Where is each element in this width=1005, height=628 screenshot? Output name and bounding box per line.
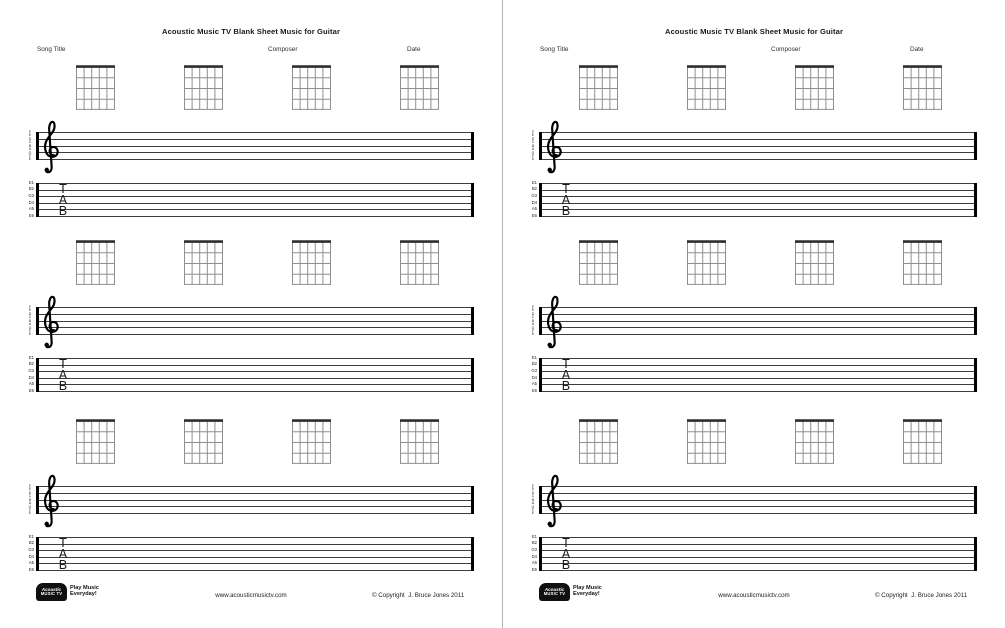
treble-staff bbox=[36, 486, 474, 514]
staff-line bbox=[39, 321, 471, 322]
staff-note-letter: E bbox=[28, 511, 32, 516]
tab-word-letter: A bbox=[58, 367, 68, 382]
tab-staff-line bbox=[39, 557, 471, 558]
composer-label: Composer bbox=[771, 46, 801, 53]
tab-string-label: E6 bbox=[531, 387, 537, 393]
staff-line bbox=[542, 146, 974, 147]
tab-word-letter: A bbox=[561, 192, 571, 207]
staff-line bbox=[39, 159, 471, 160]
staff-note-letter: B bbox=[28, 318, 32, 323]
staff-note-letter: E bbox=[531, 133, 535, 138]
staff-note-letter-column bbox=[26, 306, 34, 337]
tab-word-letter: A bbox=[58, 546, 68, 561]
tab-string-label: E1 bbox=[28, 354, 34, 360]
composer-label: Composer bbox=[268, 46, 298, 53]
tagline-line1: Play Music bbox=[573, 585, 602, 591]
tab-word-letter: B bbox=[58, 204, 68, 219]
tab-word bbox=[558, 181, 574, 219]
staff-note-letter: C bbox=[531, 494, 535, 499]
staff-note-letter: E bbox=[531, 487, 535, 492]
tab-string-label: E1 bbox=[531, 179, 537, 185]
tab-staff-line bbox=[542, 196, 974, 197]
staff-note-letter: D bbox=[28, 490, 32, 495]
staff-note-letter: C bbox=[28, 494, 32, 499]
website-url: www.acousticmusictv.com bbox=[215, 592, 287, 599]
tab-staff-line bbox=[542, 358, 974, 359]
tab-string-label: E6 bbox=[531, 212, 537, 218]
tab-staff bbox=[36, 537, 474, 571]
chord-grid bbox=[795, 240, 834, 285]
staff-note-letter: D bbox=[531, 136, 535, 141]
tab-staff-line bbox=[39, 203, 471, 204]
staff-note-letter-column bbox=[529, 131, 537, 162]
staff-note-letter: C bbox=[531, 140, 535, 145]
staff-note-letter: G bbox=[28, 150, 32, 155]
tab-string-label: E1 bbox=[28, 179, 34, 185]
tab-string-label: D4 bbox=[531, 553, 537, 559]
tagline-line2: Everyday! bbox=[70, 591, 97, 598]
chord-grid bbox=[903, 65, 942, 110]
staff-note-letter: D bbox=[531, 490, 535, 495]
staff-line bbox=[542, 159, 974, 160]
chord-grid bbox=[76, 240, 115, 285]
tab-staff bbox=[539, 537, 977, 571]
staff-note-letter: D bbox=[28, 311, 32, 316]
staff-line bbox=[542, 139, 974, 140]
staff-line bbox=[542, 513, 974, 514]
tab-word bbox=[558, 535, 574, 573]
tab-string-label: E6 bbox=[531, 566, 537, 572]
chord-grid bbox=[903, 419, 942, 464]
page-title: Acoustic Music TV Blank Sheet Music for Guitar bbox=[161, 27, 341, 36]
tab-word-letter: A bbox=[58, 192, 68, 207]
staff-line bbox=[39, 146, 471, 147]
staff-line bbox=[39, 152, 471, 153]
notation-system bbox=[0, 65, 502, 225]
chord-grid bbox=[795, 419, 834, 464]
staff-note-letter: E bbox=[531, 511, 535, 516]
chord-grid bbox=[184, 419, 223, 464]
tab-string-label: G3 bbox=[531, 546, 537, 552]
tab-word-letter: B bbox=[561, 379, 571, 394]
staff-note-letter: D bbox=[531, 311, 535, 316]
tab-string-label: B2 bbox=[28, 540, 34, 546]
staff-note-letter: E bbox=[531, 157, 535, 162]
tab-staff bbox=[36, 183, 474, 217]
staff-note-letter: F bbox=[531, 507, 535, 512]
staff-note-letter: D bbox=[28, 136, 32, 141]
staff-line bbox=[39, 513, 471, 514]
treble-clef-icon bbox=[543, 474, 564, 530]
sheet-page bbox=[0, 0, 502, 628]
tab-staff-line bbox=[542, 570, 974, 571]
tab-staff-line bbox=[39, 183, 471, 184]
treble-clef-icon bbox=[543, 120, 564, 176]
logo-text-top: Acoustic bbox=[41, 587, 62, 593]
tab-string-label: D4 bbox=[28, 374, 34, 380]
staff-note-letter: E bbox=[531, 308, 535, 313]
notation-system bbox=[503, 240, 1005, 400]
tab-word-letter: T bbox=[59, 535, 67, 550]
tab-staff-line bbox=[542, 550, 974, 551]
staff-note-letter: C bbox=[28, 315, 32, 320]
chord-grid bbox=[184, 240, 223, 285]
staff-note-letter: A bbox=[531, 501, 535, 506]
tab-string-label: E1 bbox=[531, 533, 537, 539]
sheet-page bbox=[502, 0, 1005, 628]
staff-note-letter: E bbox=[531, 332, 535, 337]
staff-line bbox=[39, 500, 471, 501]
staff-note-letter: E bbox=[28, 332, 32, 337]
staff-note-letter: F bbox=[531, 305, 535, 309]
treble-clef-icon bbox=[543, 295, 564, 351]
staff-note-letter: B bbox=[531, 318, 535, 323]
chord-grid bbox=[292, 240, 331, 285]
tab-string-label: D4 bbox=[28, 199, 34, 205]
tab-string-label: G3 bbox=[531, 367, 537, 373]
chord-grid bbox=[400, 240, 439, 285]
tab-word bbox=[55, 181, 71, 219]
tab-staff-line bbox=[39, 378, 471, 379]
tab-string-label: B2 bbox=[28, 361, 34, 367]
tab-string-label: E6 bbox=[28, 387, 34, 393]
tab-string-label: D4 bbox=[531, 374, 537, 380]
staff-note-letter: G bbox=[531, 325, 535, 330]
treble-staff bbox=[539, 307, 977, 335]
logo-text-bottom: MUSIC TV bbox=[40, 591, 63, 597]
tab-string-label: A5 bbox=[28, 560, 34, 566]
tab-staff-line bbox=[39, 550, 471, 551]
tab-word-letter: B bbox=[58, 379, 68, 394]
notation-system bbox=[0, 240, 502, 400]
song-title-label: Song Title bbox=[37, 46, 66, 53]
tab-staff-line bbox=[542, 557, 974, 558]
staff-note-letter: B bbox=[531, 497, 535, 502]
chord-grid bbox=[292, 65, 331, 110]
staff-line bbox=[39, 493, 471, 494]
staff-note-letter: F bbox=[531, 153, 535, 158]
tab-staff-line bbox=[542, 371, 974, 372]
tab-word-letter: B bbox=[561, 204, 571, 219]
staff-note-letter: A bbox=[28, 147, 32, 152]
tab-word-letter: B bbox=[561, 558, 571, 573]
staff-line bbox=[542, 506, 974, 507]
staff-note-letter: E bbox=[28, 157, 32, 162]
staff-note-letter: A bbox=[531, 322, 535, 327]
tab-word-letter: A bbox=[561, 546, 571, 561]
tab-staff-line bbox=[542, 203, 974, 204]
staff-note-letter: A bbox=[531, 147, 535, 152]
tab-staff-line bbox=[39, 391, 471, 392]
tab-staff bbox=[539, 183, 977, 217]
tab-staff-line bbox=[542, 563, 974, 564]
staff-note-letter-column bbox=[26, 485, 34, 516]
staff-note-letter: F bbox=[28, 130, 32, 134]
staff-note-letter-column bbox=[529, 485, 537, 516]
staff-note-letter: A bbox=[28, 322, 32, 327]
tab-staff-line bbox=[39, 196, 471, 197]
page-title: Acoustic Music TV Blank Sheet Music for Guitar bbox=[664, 27, 844, 36]
staff-line bbox=[39, 314, 471, 315]
staff-note-letter: B bbox=[28, 497, 32, 502]
staff-line bbox=[542, 307, 974, 308]
staff-note-letter: F bbox=[531, 130, 535, 134]
staff-note-letter: G bbox=[531, 150, 535, 155]
staff-note-letter: B bbox=[531, 143, 535, 148]
tab-staff-line bbox=[542, 544, 974, 545]
staff-line bbox=[39, 327, 471, 328]
staff-note-letter: G bbox=[28, 325, 32, 330]
staff-note-letter: C bbox=[28, 140, 32, 145]
notation-system bbox=[503, 65, 1005, 225]
staff-line bbox=[542, 500, 974, 501]
tab-staff-line bbox=[542, 537, 974, 538]
tagline-line2: Everyday! bbox=[573, 591, 600, 598]
staff-note-letter-column bbox=[26, 131, 34, 162]
treble-clef-icon bbox=[40, 474, 61, 530]
tab-string-label: E1 bbox=[28, 533, 34, 539]
staff-line bbox=[39, 506, 471, 507]
chord-grid bbox=[579, 65, 618, 110]
systems bbox=[0, 0, 502, 628]
staff-note-letter: G bbox=[531, 504, 535, 509]
tab-staff-line bbox=[39, 365, 471, 366]
treble-staff bbox=[539, 132, 977, 160]
tab-string-label: A5 bbox=[531, 206, 537, 212]
tab-staff-line bbox=[542, 384, 974, 385]
tab-word-letter: T bbox=[562, 356, 570, 371]
tab-word-letter: T bbox=[59, 181, 67, 196]
tab-string-label: G3 bbox=[531, 192, 537, 198]
staff-note-letter: F bbox=[28, 305, 32, 309]
staff-note-letter: G bbox=[28, 504, 32, 509]
staff-note-letter: F bbox=[28, 153, 32, 158]
staff-note-letter: B bbox=[28, 143, 32, 148]
tab-staff-line bbox=[542, 183, 974, 184]
staff-line bbox=[542, 486, 974, 487]
tab-staff bbox=[539, 358, 977, 392]
tab-staff-line bbox=[542, 378, 974, 379]
copyright-text: © Copyright J. Bruce Jones 2011 bbox=[875, 592, 968, 599]
tab-string-label: B2 bbox=[531, 186, 537, 192]
chord-grid bbox=[687, 419, 726, 464]
tab-staff-line bbox=[39, 384, 471, 385]
staff-line bbox=[542, 314, 974, 315]
tab-staff-line bbox=[39, 190, 471, 191]
tab-word-letter: T bbox=[562, 535, 570, 550]
logo-text-top: Acoustic bbox=[544, 587, 565, 593]
tab-string-label: A5 bbox=[28, 381, 34, 387]
tab-staff-line bbox=[542, 190, 974, 191]
tab-staff-line bbox=[542, 216, 974, 217]
tab-string-label: D4 bbox=[28, 553, 34, 559]
treble-clef-icon bbox=[40, 120, 61, 176]
date-label: Date bbox=[407, 46, 421, 53]
staff-line bbox=[542, 493, 974, 494]
chord-grid bbox=[400, 65, 439, 110]
chord-grid bbox=[184, 65, 223, 110]
staff-note-letter: F bbox=[28, 484, 32, 488]
chord-grid bbox=[579, 240, 618, 285]
tab-string-label: B2 bbox=[531, 361, 537, 367]
staff-line bbox=[39, 334, 471, 335]
staff-line bbox=[39, 486, 471, 487]
song-title-label: Song Title bbox=[540, 46, 569, 53]
tab-string-label: G3 bbox=[28, 367, 34, 373]
staff-note-letter: F bbox=[531, 484, 535, 488]
tab-string-label: A5 bbox=[531, 381, 537, 387]
staff-line bbox=[39, 307, 471, 308]
tab-staff-line bbox=[39, 544, 471, 545]
notation-system bbox=[0, 419, 502, 579]
staff-line bbox=[542, 152, 974, 153]
staff-note-letter: E bbox=[28, 133, 32, 138]
staff-line bbox=[542, 132, 974, 133]
chord-grid bbox=[687, 240, 726, 285]
tab-string-label: A5 bbox=[531, 560, 537, 566]
staff-line bbox=[39, 139, 471, 140]
tab-string-label: D4 bbox=[531, 199, 537, 205]
staff-line bbox=[542, 321, 974, 322]
website-url: www.acousticmusictv.com bbox=[718, 592, 790, 599]
tab-string-label: E6 bbox=[28, 212, 34, 218]
notation-system bbox=[503, 419, 1005, 579]
tagline-line1: Play Music bbox=[70, 585, 99, 591]
systems bbox=[503, 0, 1005, 628]
tab-staff-line bbox=[542, 391, 974, 392]
tab-word bbox=[558, 356, 574, 394]
chord-grid bbox=[687, 65, 726, 110]
staff-note-letter: E bbox=[28, 308, 32, 313]
tab-staff-line bbox=[39, 537, 471, 538]
tab-word bbox=[55, 535, 71, 573]
date-label: Date bbox=[910, 46, 924, 53]
staff-note-letter: C bbox=[531, 315, 535, 320]
tab-staff-line bbox=[39, 570, 471, 571]
chord-grid bbox=[579, 419, 618, 464]
tab-word-letter: T bbox=[562, 181, 570, 196]
tab-staff-line bbox=[39, 358, 471, 359]
staff-note-letter: F bbox=[28, 507, 32, 512]
tab-word-letter: A bbox=[561, 367, 571, 382]
chord-grid bbox=[903, 240, 942, 285]
chord-grid bbox=[400, 419, 439, 464]
chord-grid bbox=[292, 419, 331, 464]
logo-text-bottom: MUSIC TV bbox=[543, 591, 566, 597]
staff-note-letter-column bbox=[529, 306, 537, 337]
staff-line bbox=[542, 327, 974, 328]
staff-line bbox=[39, 132, 471, 133]
staff-line bbox=[542, 334, 974, 335]
tab-string-label: E6 bbox=[28, 566, 34, 572]
treble-staff bbox=[539, 486, 977, 514]
chord-grid bbox=[76, 419, 115, 464]
tab-word bbox=[55, 356, 71, 394]
treble-staff bbox=[36, 132, 474, 160]
staff-note-letter: F bbox=[531, 328, 535, 333]
tab-staff-line bbox=[39, 563, 471, 564]
chord-grid bbox=[795, 65, 834, 110]
tab-word-letter: T bbox=[59, 356, 67, 371]
tab-staff-line bbox=[39, 209, 471, 210]
tab-staff bbox=[36, 358, 474, 392]
treble-staff bbox=[36, 307, 474, 335]
staff-note-letter: E bbox=[28, 487, 32, 492]
staff-note-letter: F bbox=[28, 328, 32, 333]
tab-staff-line bbox=[39, 216, 471, 217]
tab-string-label: G3 bbox=[28, 192, 34, 198]
tab-string-label: B2 bbox=[531, 540, 537, 546]
tab-string-label: G3 bbox=[28, 546, 34, 552]
tab-staff-line bbox=[39, 371, 471, 372]
staff-note-letter: A bbox=[28, 501, 32, 506]
tab-staff-line bbox=[542, 209, 974, 210]
chord-grid bbox=[76, 65, 115, 110]
tab-word-letter: B bbox=[58, 558, 68, 573]
treble-clef-icon bbox=[40, 295, 61, 351]
copyright-text: © Copyright J. Bruce Jones 2011 bbox=[372, 592, 465, 599]
tab-staff-line bbox=[542, 365, 974, 366]
tab-string-label: A5 bbox=[28, 206, 34, 212]
tab-string-label: E1 bbox=[531, 354, 537, 360]
tab-string-label: B2 bbox=[28, 186, 34, 192]
